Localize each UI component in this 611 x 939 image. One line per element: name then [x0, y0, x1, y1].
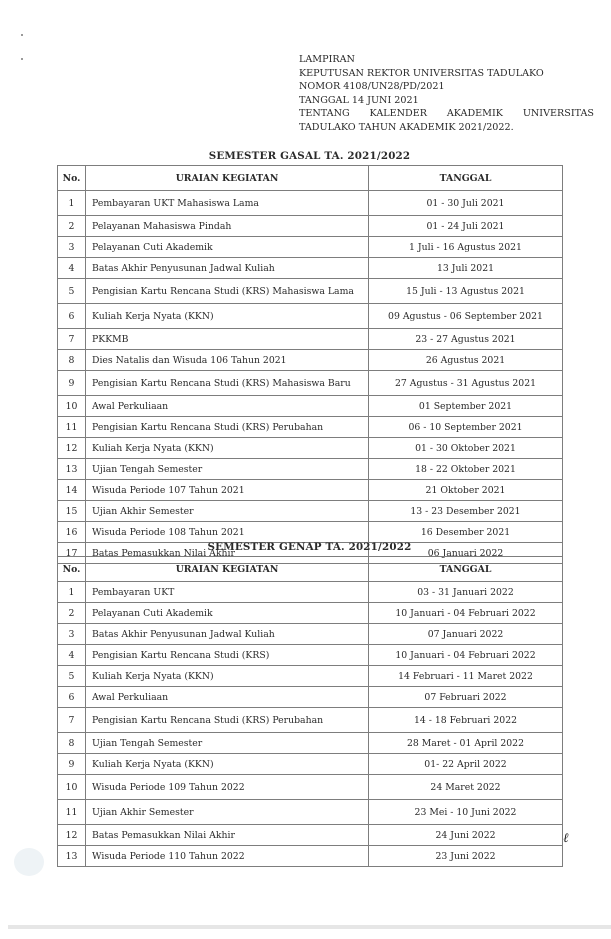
row-number: 13: [58, 846, 86, 867]
row-number: 3: [58, 237, 86, 258]
lampiran-header: [299, 53, 599, 135]
row-uraian: Batas Pemasukkan Nilai Akhir: [86, 825, 369, 846]
table-header-row: [58, 166, 563, 191]
row-number: 11: [58, 800, 86, 825]
row-uraian: Awal Perkuliaan: [86, 687, 369, 708]
row-number: 11: [58, 417, 86, 438]
row-tanggal: 23 - 27 Agustus 2021: [369, 329, 563, 350]
table-row: [58, 371, 563, 396]
table-row: [58, 480, 563, 501]
col-header-uraian: URAIAN KEGIATAN: [86, 166, 369, 191]
row-number: 9: [58, 754, 86, 775]
row-uraian: Pengisian Kartu Rencana Studi (KRS): [86, 645, 369, 666]
table-row: [58, 522, 563, 543]
row-number: 4: [58, 258, 86, 279]
genap-table: [57, 556, 563, 867]
row-number: 2: [58, 603, 86, 624]
row-number: 10: [58, 396, 86, 417]
row-tanggal: 07 Januari 2022: [369, 624, 563, 645]
row-number: 3: [58, 624, 86, 645]
row-number: 6: [58, 304, 86, 329]
scan-speck: [21, 58, 23, 60]
row-tanggal: 10 Januari - 04 Februari 2022: [369, 645, 563, 666]
table-row: [58, 582, 563, 603]
row-tanggal: 09 Agustus - 06 September 2021: [369, 304, 563, 329]
row-tanggal: 01 - 24 Juli 2021: [369, 216, 563, 237]
row-number: 2: [58, 216, 86, 237]
row-tanggal: 21 Oktober 2021: [369, 480, 563, 501]
row-tanggal: 16 Desember 2021: [369, 522, 563, 543]
row-number: 8: [58, 350, 86, 371]
row-uraian: Awal Perkuliaan: [86, 396, 369, 417]
row-tanggal: 01 September 2021: [369, 396, 563, 417]
table-row: [58, 329, 563, 350]
row-number: 10: [58, 775, 86, 800]
row-tanggal: 13 - 23 Desember 2021: [369, 501, 563, 522]
table-row: [58, 687, 563, 708]
row-number: 12: [58, 438, 86, 459]
row-uraian: Wisuda Periode 109 Tahun 2022: [86, 775, 369, 800]
col-header-tanggal: TANGGAL: [369, 557, 563, 582]
table-row: [58, 708, 563, 733]
row-number: 5: [58, 279, 86, 304]
row-uraian: Kuliah Kerja Nyata (KKN): [86, 438, 369, 459]
row-uraian: Pengisian Kartu Rencana Studi (KRS) Perubahan: [86, 708, 369, 733]
table-row: [58, 800, 563, 825]
row-number: 7: [58, 329, 86, 350]
header-line: LAMPIRAN: [299, 54, 355, 65]
table-row: [58, 624, 563, 645]
header-line: TADULAKO TAHUN AKADEMIK 2021/2022.: [299, 121, 514, 133]
table-row: [58, 191, 563, 216]
table-row: [58, 237, 563, 258]
header-line: NOMOR 4108/UN28/PD/2021: [299, 81, 445, 93]
row-uraian: PKKMB: [86, 329, 369, 350]
row-tanggal: 23 Mei - 10 Juni 2022: [369, 800, 563, 825]
row-uraian: Pengisian Kartu Rencana Studi (KRS) Mahasiswa Baru: [86, 371, 369, 396]
scan-edge: [8, 925, 611, 929]
table-row: [58, 775, 563, 800]
header-word: TENTANG: [299, 108, 350, 120]
row-uraian: Wisuda Periode 110 Tahun 2022: [86, 846, 369, 867]
table-row: [58, 417, 563, 438]
row-tanggal: 24 Maret 2022: [369, 775, 563, 800]
row-tanggal: 14 - 18 Februari 2022: [369, 708, 563, 733]
row-tanggal: 18 - 22 Oktober 2021: [369, 459, 563, 480]
col-header-tanggal: TANGGAL: [369, 166, 563, 191]
row-tanggal: 03 - 31 Januari 2022: [369, 582, 563, 603]
row-tanggal: 06 - 10 September 2021: [369, 417, 563, 438]
row-tanggal: 24 Juni 2022: [369, 825, 563, 846]
row-uraian: Pelayanan Cuti Akademik: [86, 237, 369, 258]
table-row: [58, 733, 563, 754]
gasal-title: SEMESTER GASAL TA. 2021/2022: [208, 150, 411, 162]
table-row: [58, 603, 563, 624]
col-header-no: No.: [58, 557, 86, 582]
row-number: 4: [58, 645, 86, 666]
table-row: [58, 279, 563, 304]
paraf-initial: ℓ: [563, 831, 569, 846]
row-tanggal: 01- 22 April 2022: [369, 754, 563, 775]
scan-smudge: [14, 848, 44, 876]
row-uraian: Pelayanan Mahasiswa Pindah: [86, 216, 369, 237]
gasal-table: [57, 165, 563, 564]
table-row: [58, 645, 563, 666]
table-row: [58, 438, 563, 459]
row-tanggal: 06 Januari 2022: [369, 543, 563, 564]
header-line: TANGGAL 14 JUNI 2021: [299, 94, 419, 106]
row-number: 7: [58, 708, 86, 733]
row-uraian: Wisuda Periode 107 Tahun 2021: [86, 480, 369, 501]
col-header-uraian: URAIAN KEGIATAN: [86, 557, 369, 582]
row-uraian: Wisuda Periode 108 Tahun 2021: [86, 522, 369, 543]
table-row: [58, 350, 563, 371]
row-tanggal: 28 Maret - 01 April 2022: [369, 733, 563, 754]
row-uraian: Kuliah Kerja Nyata (KKN): [86, 754, 369, 775]
row-uraian: Pembayaran UKT: [86, 582, 369, 603]
table-row: [58, 501, 563, 522]
row-number: 14: [58, 480, 86, 501]
row-tanggal: 15 Juli - 13 Agustus 2021: [369, 279, 563, 304]
row-tanggal: 01 - 30 Oktober 2021: [369, 438, 563, 459]
row-tanggal: 27 Agustus - 31 Agustus 2021: [369, 371, 563, 396]
row-tanggal: 1 Juli - 16 Agustus 2021: [369, 237, 563, 258]
gasal-table-body: [58, 191, 563, 564]
row-tanggal: 26 Agustus 2021: [369, 350, 563, 371]
row-number: 17: [58, 543, 86, 564]
row-uraian: Kuliah Kerja Nyata (KKN): [86, 666, 369, 687]
table-row: [58, 666, 563, 687]
table-row: [58, 754, 563, 775]
table-row: [58, 846, 563, 867]
row-number: 9: [58, 371, 86, 396]
header-tentang-line: [299, 107, 594, 121]
row-uraian: Batas Akhir Penyusunan Jadwal Kuliah: [86, 624, 369, 645]
row-tanggal: 07 Februari 2022: [369, 687, 563, 708]
row-uraian: Pelayanan Cuti Akademik: [86, 603, 369, 624]
row-number: 1: [58, 191, 86, 216]
row-number: 8: [58, 733, 86, 754]
row-tanggal: 23 Juni 2022: [369, 846, 563, 867]
table-row: [58, 825, 563, 846]
row-tanggal: 14 Februari - 11 Maret 2022: [369, 666, 563, 687]
header-word: UNIVERSITAS: [522, 108, 594, 120]
row-uraian: Ujian Tengah Semester: [86, 459, 369, 480]
row-number: 12: [58, 825, 86, 846]
row-uraian: Pengisian Kartu Rencana Studi (KRS) Perubahan: [86, 417, 369, 438]
row-number: 6: [58, 687, 86, 708]
col-header-no: No.: [58, 166, 86, 191]
row-uraian: Pembayaran UKT Mahasiswa Lama: [86, 191, 369, 216]
scan-speck: [21, 34, 23, 36]
row-uraian: Kuliah Kerja Nyata (KKN): [86, 304, 369, 329]
table-row: [58, 304, 563, 329]
row-uraian: Ujian Akhir Semester: [86, 501, 369, 522]
row-tanggal: 01 - 30 Juli 2021: [369, 191, 563, 216]
row-number: 5: [58, 666, 86, 687]
header-word: KALENDER: [369, 108, 427, 120]
genap-title: SEMESTER GENAP TA. 2021/2022: [207, 541, 412, 553]
table-row: [58, 258, 563, 279]
row-uraian: Batas Akhir Penyusunan Jadwal Kuliah: [86, 258, 369, 279]
row-tanggal: 13 Juli 2021: [369, 258, 563, 279]
row-uraian: Batas Pemasukkan Nilai Akhir: [86, 543, 369, 564]
header-word: AKADEMIK: [446, 108, 503, 120]
genap-table-body: [58, 582, 563, 867]
header-line: KEPUTUSAN REKTOR UNIVERSITAS TADULAKO: [299, 67, 544, 79]
table-row: [58, 216, 563, 237]
row-uraian: Ujian Tengah Semester: [86, 733, 369, 754]
table-row: [58, 459, 563, 480]
table-header-row: [58, 557, 563, 582]
row-number: 13: [58, 459, 86, 480]
row-uraian: Ujian Akhir Semester: [86, 800, 369, 825]
row-uraian: Dies Natalis dan Wisuda 106 Tahun 2021: [86, 350, 369, 371]
row-tanggal: 10 Januari - 04 Februari 2022: [369, 603, 563, 624]
row-number: 16: [58, 522, 86, 543]
row-uraian: Pengisian Kartu Rencana Studi (KRS) Mahasiswa Lama: [86, 279, 369, 304]
row-number: 1: [58, 582, 86, 603]
table-row: [58, 396, 563, 417]
row-number: 15: [58, 501, 86, 522]
